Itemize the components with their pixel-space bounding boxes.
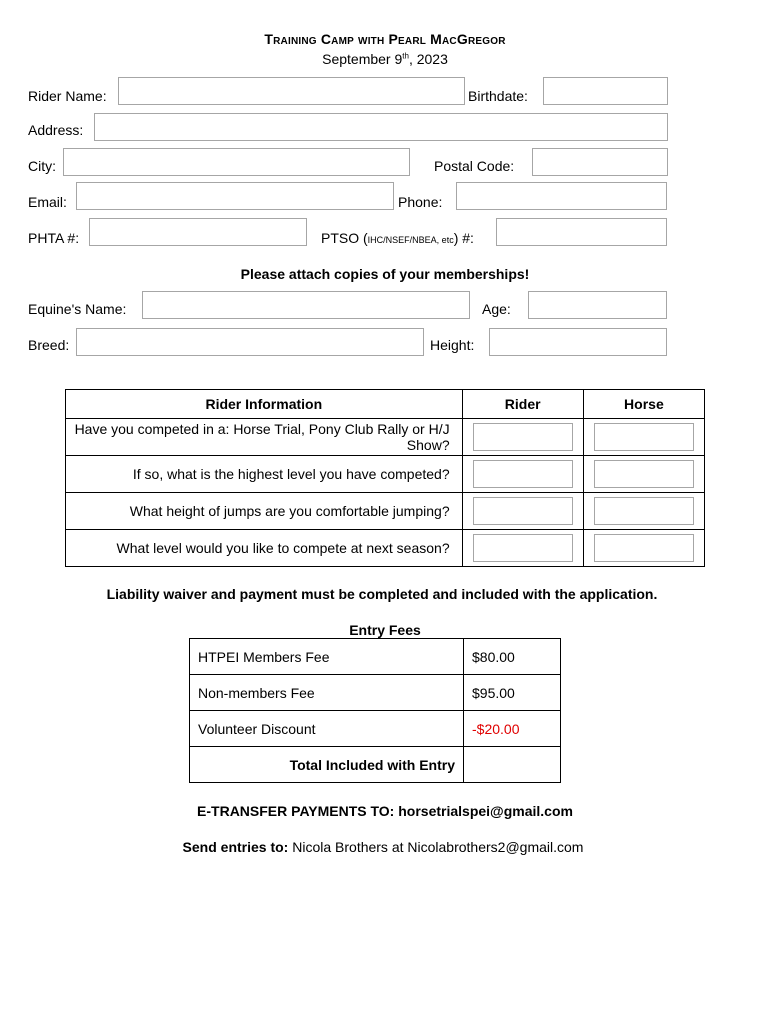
address-field[interactable] bbox=[94, 113, 668, 141]
fee-name: Volunteer Discount bbox=[190, 711, 464, 747]
horse-answer-cell bbox=[583, 530, 704, 567]
question-next-season: What level would you like to compete at next season? bbox=[66, 530, 463, 567]
age-label: Age: bbox=[482, 301, 511, 317]
table-row bbox=[66, 419, 705, 456]
horse-answer-cell bbox=[583, 419, 704, 456]
breed-label: Breed: bbox=[28, 337, 70, 353]
send-entries-label: Send entries to: bbox=[182, 839, 289, 855]
breed-field[interactable] bbox=[76, 328, 424, 356]
fee-total-row bbox=[190, 747, 561, 783]
send-entries-contact: Nicola Brothers at Nicolabrothers2@gmail.com bbox=[288, 839, 584, 855]
phta-label: PHTA #: bbox=[28, 230, 80, 246]
question-competed: Have you competed in a: Horse Trial, Pony Club Rally or H/J Show? bbox=[66, 419, 463, 456]
total-label: Total Included with Entry bbox=[190, 747, 464, 783]
discount-amount: -$20.00 bbox=[464, 711, 561, 747]
email-field[interactable] bbox=[76, 182, 394, 210]
page-title: Training Camp with Pearl MacGregor bbox=[264, 31, 506, 47]
rider-name-label: Rider Name: bbox=[28, 88, 107, 104]
liability-note: Liability waiver and payment must be completed and included with the application. bbox=[106, 586, 658, 602]
city-field[interactable] bbox=[63, 148, 410, 176]
fee-amount: $95.00 bbox=[464, 675, 561, 711]
rider-information-table bbox=[65, 389, 705, 567]
rider-competed-field[interactable] bbox=[473, 423, 573, 451]
rider-jump-height-field[interactable] bbox=[473, 497, 573, 525]
horse-highest-level-field[interactable] bbox=[594, 460, 694, 488]
ptso-label bbox=[321, 230, 474, 248]
question-highest-level: If so, what is the highest level you have competed? bbox=[66, 456, 463, 493]
address-label: Address: bbox=[28, 122, 84, 138]
attach-memberships-note: Please attach copies of your memberships! bbox=[240, 266, 530, 282]
height-field[interactable] bbox=[489, 328, 667, 356]
ptso-field[interactable] bbox=[496, 218, 667, 246]
equine-name-label: Equine's Name: bbox=[28, 301, 127, 317]
rider-answer-cell bbox=[462, 419, 583, 456]
entry-fees-table bbox=[189, 638, 561, 783]
fee-name: HTPEI Members Fee bbox=[190, 639, 464, 675]
postal-code-label: Postal Code: bbox=[434, 158, 515, 174]
phta-field[interactable] bbox=[89, 218, 307, 246]
birthdate-label: Birthdate: bbox=[468, 88, 528, 104]
city-label: City: bbox=[28, 158, 56, 174]
fee-amount: $80.00 bbox=[464, 639, 561, 675]
fee-name: Non-members Fee bbox=[190, 675, 464, 711]
date-ordinal: th bbox=[402, 51, 409, 61]
table-row bbox=[66, 530, 705, 567]
age-field[interactable] bbox=[528, 291, 667, 319]
entry-fees-title: Entry Fees bbox=[349, 622, 421, 638]
height-label: Height: bbox=[430, 337, 475, 353]
phone-field[interactable] bbox=[456, 182, 667, 210]
rider-next-season-field[interactable] bbox=[473, 534, 573, 562]
postal-code-field[interactable] bbox=[532, 148, 668, 176]
fee-row bbox=[190, 639, 561, 675]
event-date bbox=[0, 51, 770, 67]
ptso-prefix: PTSO ( bbox=[321, 230, 368, 246]
phone-label: Phone: bbox=[398, 194, 443, 210]
rider-column-header: Rider bbox=[462, 390, 583, 419]
horse-next-season-field[interactable] bbox=[594, 534, 694, 562]
email-label: Email: bbox=[28, 194, 67, 210]
table-row bbox=[66, 456, 705, 493]
rider-information-header: Rider Information bbox=[66, 390, 463, 419]
horse-competed-field[interactable] bbox=[594, 423, 694, 451]
ptso-suffix: ) #: bbox=[453, 230, 474, 246]
horse-answer-cell bbox=[583, 456, 704, 493]
rider-answer-cell bbox=[462, 456, 583, 493]
send-entries-note bbox=[0, 839, 766, 855]
birthdate-field[interactable] bbox=[543, 77, 668, 105]
date-text: September 9 bbox=[322, 51, 403, 67]
fee-row bbox=[190, 711, 561, 747]
rider-highest-level-field[interactable] bbox=[473, 460, 573, 488]
equine-name-field[interactable] bbox=[142, 291, 470, 319]
rider-answer-cell bbox=[462, 530, 583, 567]
fee-row bbox=[190, 675, 561, 711]
table-header-row bbox=[66, 390, 705, 419]
question-jump-height: What height of jumps are you comfortable jumping? bbox=[66, 493, 463, 530]
ptso-orgs: IHC/NSEF/NBEA, etc bbox=[367, 235, 454, 245]
etransfer-note: E-TRANSFER PAYMENTS TO: horsetrialspei@gmail.com bbox=[197, 803, 573, 819]
horse-jump-height-field[interactable] bbox=[594, 497, 694, 525]
date-year: , 2023 bbox=[408, 51, 448, 67]
rider-answer-cell bbox=[462, 493, 583, 530]
horse-answer-cell bbox=[583, 493, 704, 530]
horse-column-header: Horse bbox=[583, 390, 704, 419]
table-row bbox=[66, 493, 705, 530]
total-amount-field[interactable] bbox=[464, 747, 561, 783]
rider-name-field[interactable] bbox=[118, 77, 465, 105]
